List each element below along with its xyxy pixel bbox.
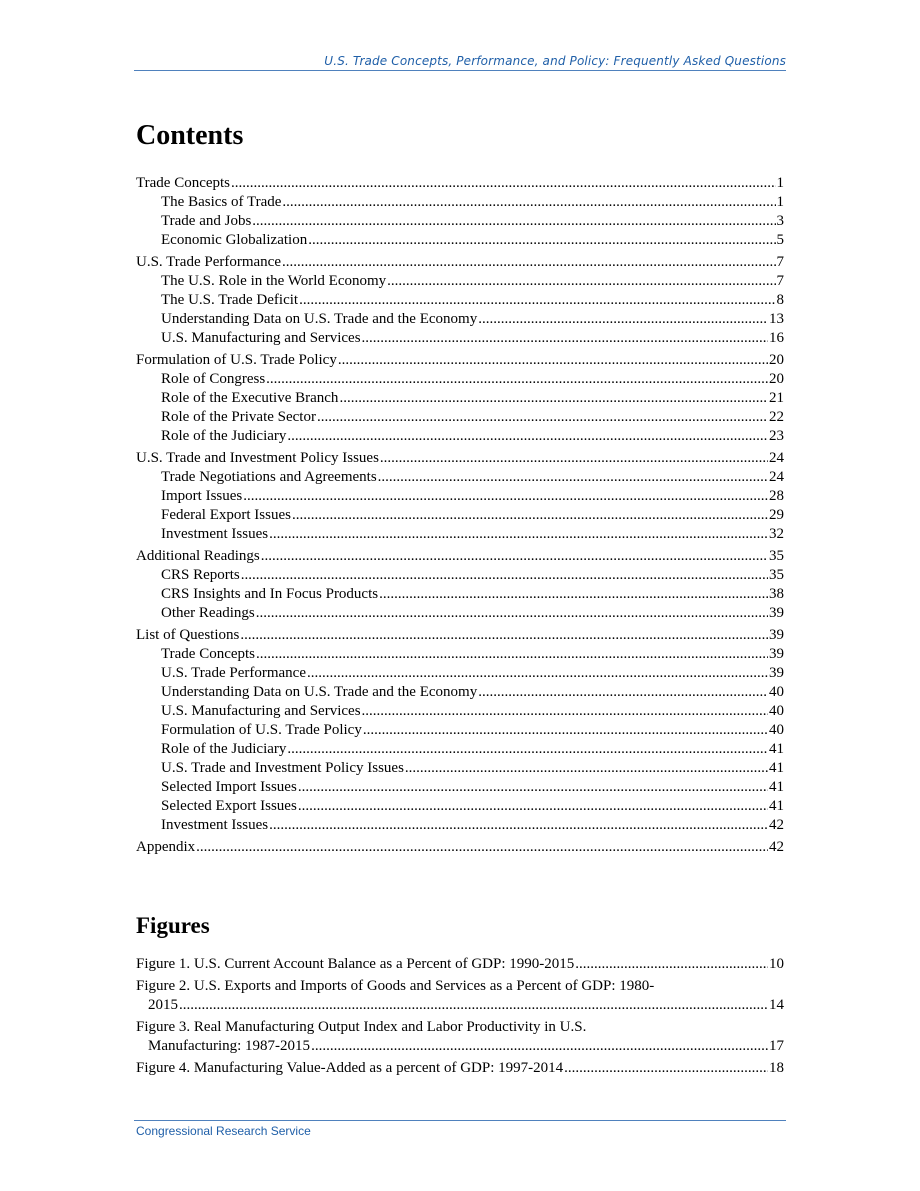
running-header [134,52,786,71]
toc-entry[interactable]: Other Readings ..... 39 [136,604,784,623]
figures-heading: Figures [136,913,210,938]
toc-entry[interactable]: CRS Reports ..... 35 [136,566,784,585]
toc-entry[interactable]: Additional Readings ..... 35 [136,547,784,566]
toc-entry[interactable]: U.S. Manufacturing and Services ..... 16 [136,329,784,348]
toc-entry[interactable]: U.S. Trade and Investment Policy Issues ..... 41 [136,759,784,778]
toc-entry[interactable]: Investment Issues ..... 32 [136,525,784,544]
contents-heading: Contents [136,120,244,151]
contents-list [136,174,784,857]
page-footer [134,1120,786,1143]
toc-entry[interactable]: The Basics of Trade ..... 1 [136,193,784,212]
toc-entry[interactable]: Investment Issues ..... 42 [136,816,784,835]
toc-entry[interactable]: U.S. Trade Performance ..... 7 [136,253,784,272]
toc-entry[interactable]: Selected Import Issues ..... 41 [136,778,784,797]
figure-entry[interactable]: Figure 3. Real Manufacturing Output Index and Labor Productivity in U.S. Manufacturing: 1987-2015 ..... 17 [136,1018,784,1056]
toc-entry[interactable]: Import Issues ..... 28 [136,487,784,506]
toc-entry[interactable]: Understanding Data on U.S. Trade and the Economy ..... 40 [136,683,784,702]
toc-entry[interactable]: Role of the Judiciary ..... 41 [136,740,784,759]
toc-entry[interactable]: CRS Insights and In Focus Products ..... 38 [136,585,784,604]
figure-entry[interactable]: Figure 1. U.S. Current Account Balance as a Percent of GDP: 1990-2015 ..... 10 [136,955,784,974]
toc-entry[interactable]: U.S. Trade Performance ..... 39 [136,664,784,683]
toc-entry[interactable]: Economic Globalization ..... 5 [136,231,784,250]
toc-entry[interactable]: Formulation of U.S. Trade Policy ..... 20 [136,351,784,370]
toc-entry[interactable]: List of Questions ..... 39 [136,626,784,645]
toc-entry[interactable]: Understanding Data on U.S. Trade and the Economy ..... 13 [136,310,784,329]
toc-entry[interactable]: Trade Negotiations and Agreements ..... 24 [136,468,784,487]
toc-entry[interactable]: Trade Concepts ..... 1 [136,174,784,193]
toc-entry[interactable]: Role of the Judiciary ..... 23 [136,427,784,446]
toc-entry[interactable]: Federal Export Issues ..... 29 [136,506,784,525]
toc-entry[interactable]: U.S. Trade and Investment Policy Issues ..... 24 [136,449,784,468]
toc-entry[interactable]: U.S. Manufacturing and Services ..... 40 [136,702,784,721]
toc-entry[interactable]: Role of the Private Sector ..... 22 [136,408,784,427]
toc-entry[interactable]: Selected Export Issues ..... 41 [136,797,784,816]
running-title: U.S. Trade Concepts, Performance, and Policy: Frequently Asked Questions [324,54,786,68]
toc-entry[interactable]: The U.S. Trade Deficit ..... 8 [136,291,784,310]
toc-entry[interactable]: Role of Congress ..... 20 [136,370,784,389]
figure-entry[interactable]: Figure 2. U.S. Exports and Imports of Goods and Services as a Percent of GDP: 1980- 2015 ..... 14 [136,977,784,1015]
figure-entry[interactable]: Figure 4. Manufacturing Value-Added as a percent of GDP: 1997-2014 ..... 18 [136,1059,784,1078]
toc-entry[interactable]: Formulation of U.S. Trade Policy ..... 40 [136,721,784,740]
toc-entry[interactable]: Trade and Jobs ..... 3 [136,212,784,231]
publisher-name: Congressional Research Service [136,1124,311,1138]
toc-entry[interactable]: Appendix ..... 42 [136,838,784,857]
figures-list [136,955,784,1078]
toc-entry[interactable]: Trade Concepts ..... 39 [136,645,784,664]
toc-entry[interactable]: Role of the Executive Branch ..... 21 [136,389,784,408]
toc-entry[interactable]: The U.S. Role in the World Economy ..... 7 [136,272,784,291]
